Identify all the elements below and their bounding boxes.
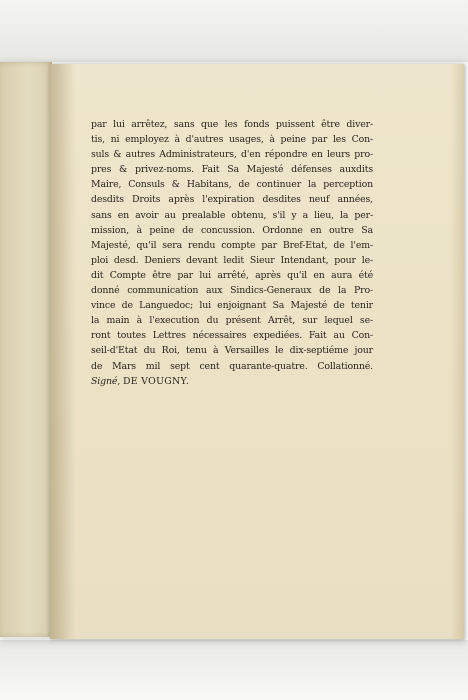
signature-label: Signé, [91, 375, 121, 387]
text-line: ront toutes Lettres nécessaires expediées. Fait au Con- [91, 330, 373, 342]
text-line: dit Compte être par lui arrêté, après qu'il en aura été [91, 269, 373, 281]
text-line: pres & privez-noms. Fait Sa Majesté défenses auxdits [91, 164, 373, 176]
text-line: desdits Droits après l'expiration desdites neuf années, [91, 194, 373, 206]
text-line: donné communication aux Sindics-Generaux de la Pro- [91, 285, 373, 297]
document-text [91, 117, 373, 389]
text-line: par lui arrêtez, sans que les fonds puissent être diver- [91, 119, 373, 130]
text-line: sans en avoir au prealable obtenu, s'il y a lieu, la per- [91, 209, 373, 221]
text-line: vince de Languedoc; lui enjoignant Sa Majesté de tenir [91, 300, 373, 312]
text-line: suls & autres Administrateurs, d'en répondre en leurs pro- [91, 149, 373, 161]
background-top [0, 0, 468, 62]
signature-line [91, 374, 373, 389]
text-line: tis, ni employez à d'autres usages, à peine par les Con- [91, 134, 373, 146]
text-line: seil-d'Etat du Roi, tenu à Versailles le dix-septiéme jour [91, 345, 373, 357]
left-page-edge [0, 62, 52, 637]
text-line: mission, à peine de concussion. Ordonne en outre Sa [91, 224, 373, 236]
text-line: la main à l'execution du présent Arrêt, sur lequel se- [91, 315, 373, 327]
text-line: Maire, Consuls & Habitans, de continuer la perception [91, 179, 373, 191]
text-line: de Mars mil sept cent quarante-quatre. Collationné. [91, 360, 373, 372]
background-bottom [0, 640, 468, 700]
text-line: ploi desd. Deniers devant ledit Sieur Intendant, pour le- [91, 254, 373, 266]
signature-name: DE VOUGNY. [122, 375, 190, 387]
text-line: Majesté, qu'il sera rendu compte par Bref-Etat, de l'em- [91, 239, 373, 251]
